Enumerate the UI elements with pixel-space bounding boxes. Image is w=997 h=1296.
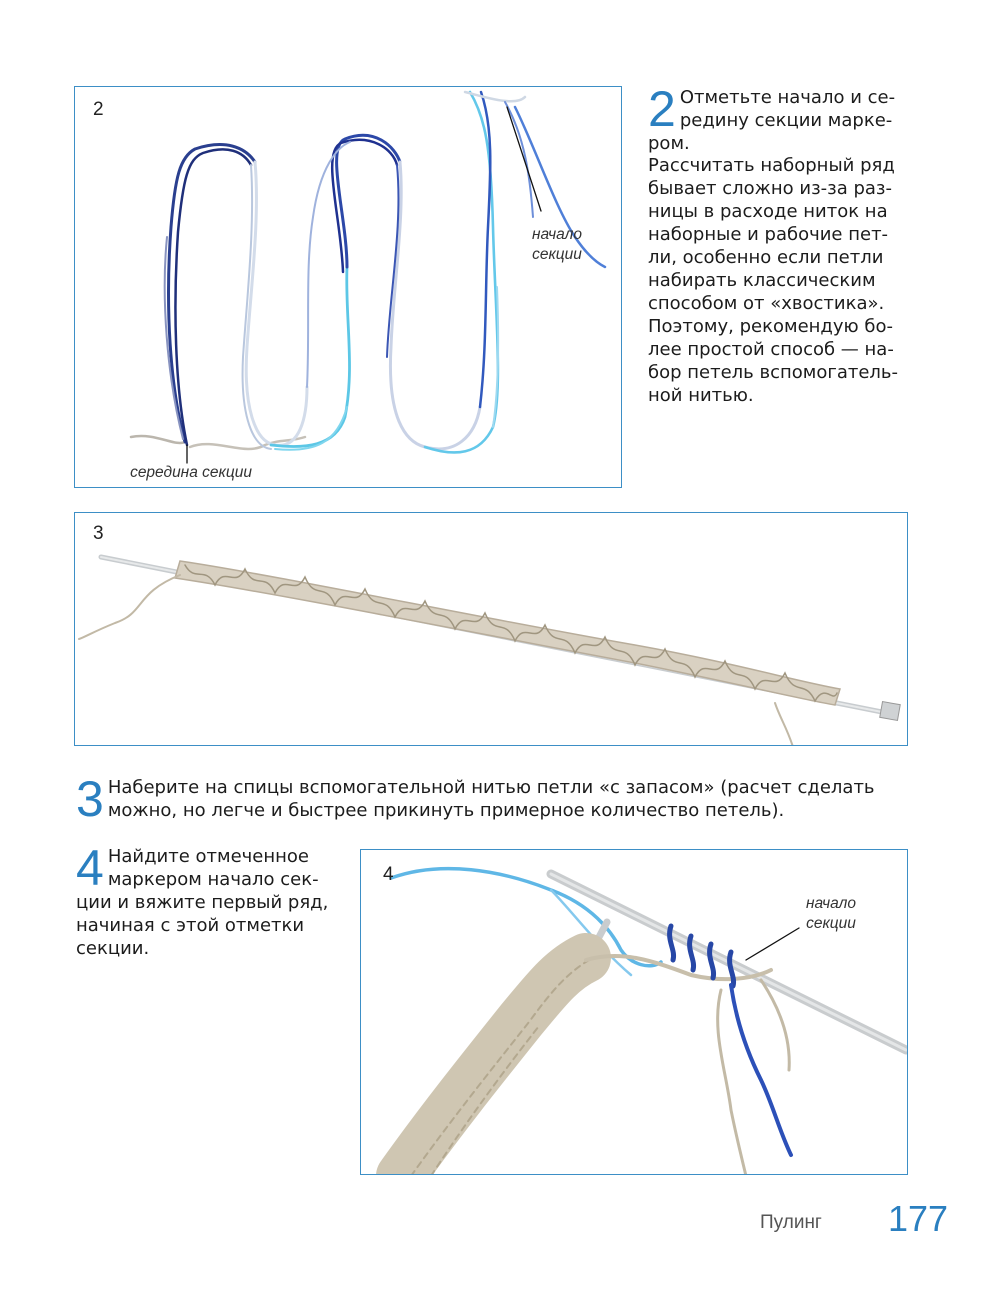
step-4-line: секции.	[76, 938, 150, 959]
figure-number: 4	[383, 864, 394, 885]
cast-on-needle-illustration	[75, 513, 908, 746]
paragraph-line: ли, особенно если петли	[648, 247, 884, 268]
step-4-line: ции и вяжите первый ряд,	[76, 892, 329, 913]
step-2-heading-line: Отметьте начало и се-	[679, 87, 896, 108]
paragraph-line: набирать классическим	[648, 270, 876, 291]
figure-3	[74, 512, 908, 746]
yarn-loops-illustration	[75, 87, 622, 488]
label-section-start: начало секции	[806, 895, 856, 933]
step-2-paragraph	[648, 154, 918, 407]
step-2-heading-line: ром.	[648, 133, 690, 154]
step-number-2: 2	[648, 81, 676, 137]
page-number: 177	[888, 1198, 949, 1239]
paragraph-line: ной нитью.	[648, 385, 754, 406]
label-section-middle: середина секции	[130, 464, 252, 481]
step-2-heading	[648, 81, 918, 155]
paragraph-line: наборные и рабочие пет-	[648, 224, 889, 245]
figure-2	[74, 86, 622, 488]
figure-number: 3	[93, 523, 104, 544]
label-section-start: начало секции	[532, 226, 582, 264]
figure-number: 2	[93, 99, 104, 120]
paragraph-line: бывает сложно из-за раз-	[648, 178, 892, 199]
step-4-line: маркером начало сек-	[107, 869, 319, 890]
step-4-line: Найдите отмеченное	[107, 846, 309, 867]
step-number-3: 3	[76, 771, 104, 827]
step-4-text	[76, 840, 346, 960]
step-4-line: начиная с этой отметки	[76, 915, 305, 936]
step-2-text	[648, 81, 918, 407]
paragraph-line: бор петель вспомогатель-	[648, 362, 899, 383]
step-2-heading-line: редину секции марке-	[679, 110, 893, 131]
paragraph-line: ницы в расходе ниток на	[648, 201, 888, 222]
step-3-line: Наберите на спицы вспомогательной нитью петли «с запасом» (расчет сделать	[107, 777, 875, 798]
figure-4	[360, 849, 908, 1175]
paragraph-line: Поэтому, рекомендую бо-	[648, 316, 893, 337]
paragraph-line: Рассчитать наборный ряд	[648, 155, 895, 176]
paragraph-line: способом от «хвостика».	[648, 293, 885, 314]
section-title: Пулинг	[760, 1212, 822, 1233]
paragraph-line: лее простой способ — на-	[648, 339, 894, 360]
step-3-text	[76, 771, 906, 827]
step-number-4: 4	[76, 840, 104, 896]
step-3-line: можно, но легче и быстрее прикинуть примерное количество петель).	[107, 800, 785, 821]
